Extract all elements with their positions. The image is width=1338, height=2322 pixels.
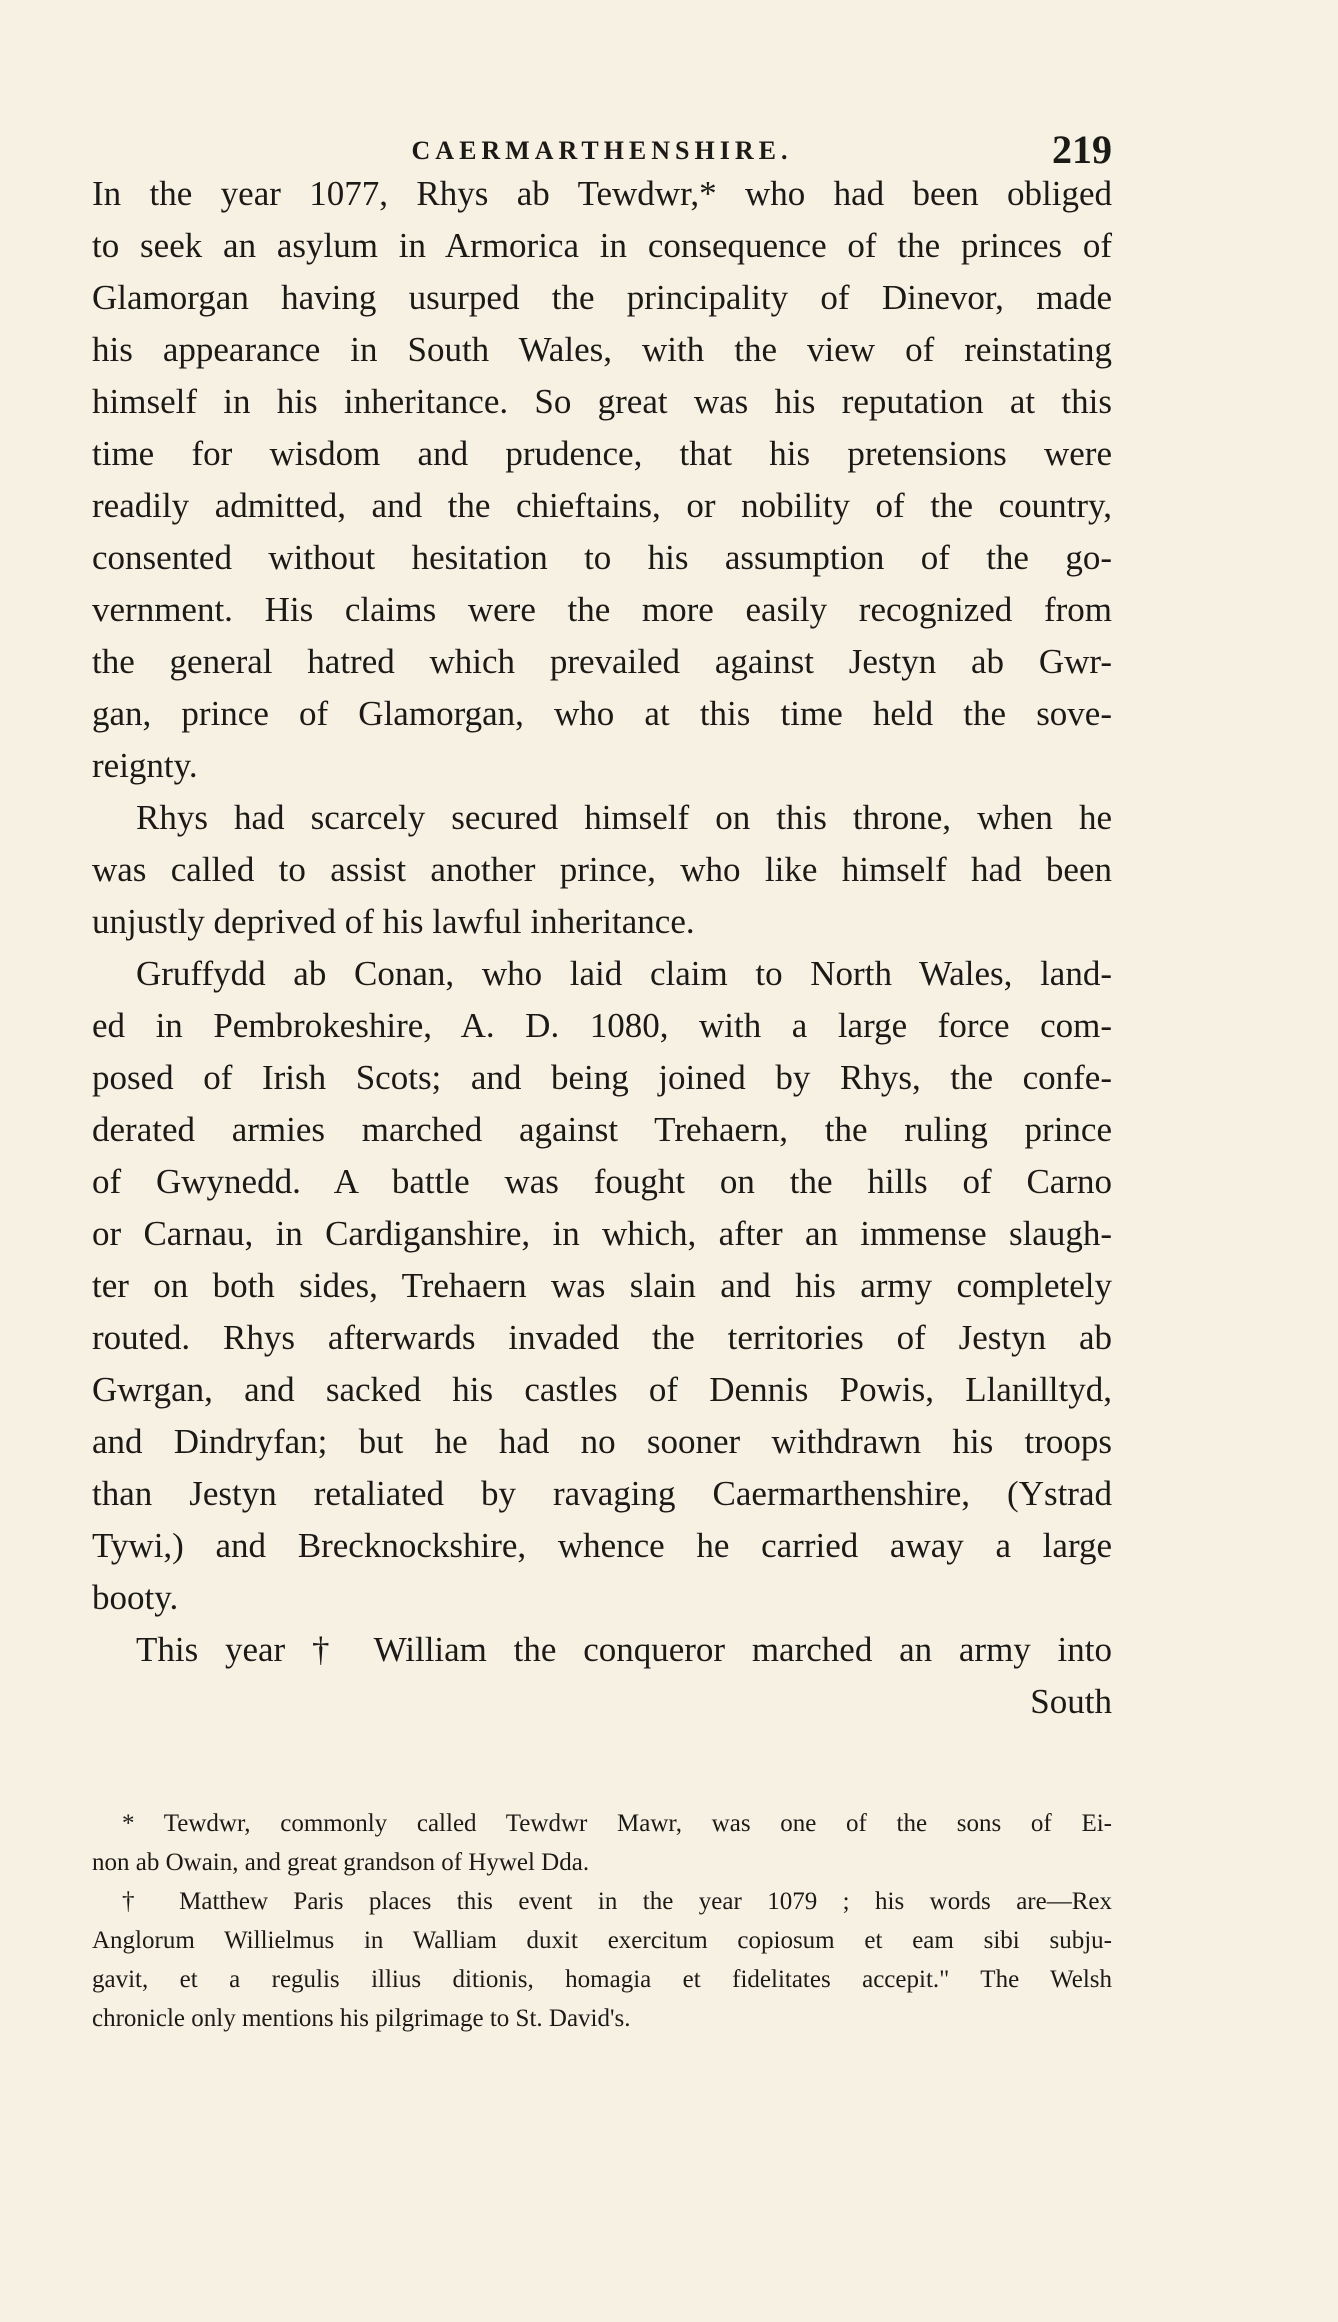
body-line: than Jestyn retaliated by ravaging Caermarthenshire, (Ystrad — [92, 1474, 1112, 1513]
body-line: derated armies marched against Trehaern, the ruling prince — [92, 1110, 1112, 1149]
body-line: the general hatred which prevailed against Jestyn ab Gwr- — [92, 642, 1112, 681]
footnote-line: * Tewdwr, commonly called Tewdwr Mawr, was one of the sons of Ei- — [122, 1810, 1112, 1837]
body-line: routed. Rhys afterwards invaded the territories of Jestyn ab — [92, 1318, 1112, 1357]
body-line: Rhys had scarcely secured himself on this throne, when he — [136, 798, 1112, 837]
body-line: Gruffydd ab Conan, who laid claim to North Wales, land- — [136, 954, 1112, 993]
body-line: and Dindryfan; but he had no sooner withdrawn his troops — [92, 1422, 1112, 1461]
body-line: This year † William the conqueror marched an army into — [136, 1630, 1112, 1669]
body-line: gan, prince of Glamorgan, who at this time held the sove- — [92, 694, 1112, 733]
body-line: booty. — [92, 1578, 179, 1617]
body-line: ed in Pembrokeshire, A. D. 1080, with a large force com- — [92, 1006, 1112, 1045]
body-line: consented without hesitation to his assumption of the go- — [92, 538, 1112, 577]
running-title: CAERMARTHENSHIRE. — [411, 136, 793, 165]
catchword: South — [1030, 1682, 1112, 1721]
body-line: readily admitted, and the chieftains, or nobility of the country, — [92, 486, 1112, 525]
body-line: Gwrgan, and sacked his castles of Dennis Powis, Llanilltyd, — [92, 1370, 1112, 1409]
body-line: of Gwynedd. A battle was fought on the hills of Carno — [92, 1162, 1112, 1201]
footnote-line: † Matthew Paris places this event in the year 1079 ; his words are—Rex — [122, 1888, 1112, 1915]
body-line: Glamorgan having usurped the principality of Dinevor, made — [92, 278, 1112, 317]
body-line: himself in his inheritance. So great was his reputation at this — [92, 382, 1112, 421]
body-line: reignty. — [92, 746, 198, 785]
body-line: or Carnau, in Cardiganshire, in which, after an immense slaugh- — [92, 1214, 1112, 1253]
body-line: ter on both sides, Trehaern was slain and his army completely — [92, 1266, 1112, 1305]
body-line: In the year 1077, Rhys ab Tewdwr,* who had been obliged — [92, 174, 1112, 213]
footnotes — [92, 1804, 1112, 2038]
running-head — [92, 127, 1112, 172]
body-line: was called to assist another prince, who like himself had been — [92, 850, 1112, 889]
page-number: 219 — [1052, 127, 1112, 172]
footnote-line: non ab Owain, and great grandson of Hywel Dda. — [92, 1849, 590, 1876]
body-text — [92, 168, 1112, 1728]
body-line: to seek an asylum in Armorica in consequence of the princes of — [92, 226, 1112, 265]
body-line: time for wisdom and prudence, that his pretensions were — [92, 434, 1112, 473]
body-line: posed of Irish Scots; and being joined by Rhys, the confe- — [92, 1058, 1112, 1097]
footnote-line: gavit, et a regulis illius ditionis, homagia et fidelitates accepit." The Welsh — [92, 1966, 1112, 1993]
footnote-line: chronicle only mentions his pilgrimage to St. David's. — [92, 2005, 631, 2032]
body-line: his appearance in South Wales, with the view of reinstating — [92, 330, 1112, 369]
body-line: vernment. His claims were the more easily recognized from — [92, 590, 1112, 629]
body-line: Tywi,) and Brecknockshire, whence he carried away a large — [92, 1526, 1112, 1565]
footnote-line: Anglorum Willielmus in Walliam duxit exercitum copiosum et eam sibi subju- — [92, 1927, 1112, 1954]
body-line: unjustly deprived of his lawful inheritance. — [92, 902, 695, 941]
